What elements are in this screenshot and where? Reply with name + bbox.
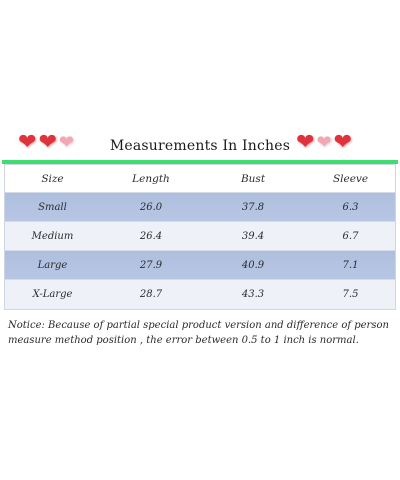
table-cell: 39.4 [241,230,265,242]
hearts-right [296,128,352,162]
header-cell: Length [132,172,170,185]
heart-icon: ❤ [333,130,352,155]
table-row [5,193,395,222]
table-cell: Large [37,259,68,271]
heart-icon: ❤ [296,130,315,155]
table-cell: 26.4 [139,230,163,242]
notice-text: Notice: Because of partial special product version and difference of person measure method position , the error between 0.5 to 1 inch is normal. [8,320,389,346]
heart-icon: ❤ [38,130,57,155]
table-row [5,222,395,251]
table-cell: Medium [31,230,74,242]
table-cell: 7.1 [342,259,359,271]
table-header-row [5,165,395,193]
table-row [5,251,395,280]
table-cell: 7.5 [342,289,359,300]
table-cell: 27.9 [139,259,163,271]
table-cell: X-Large [32,289,73,300]
header-cell: Size [41,172,64,185]
table-cell: Small [38,201,67,213]
table-cell: 26.0 [139,201,163,213]
header-cell: Sleeve [332,172,369,185]
header-cell: Bust [240,172,266,185]
table-cell: 6.7 [342,230,359,242]
page-title: Measurements In Inches [109,138,291,154]
table-cell: 37.8 [241,201,265,213]
heart-icon: ❤ [316,132,332,153]
measurement-table [4,164,396,310]
table-cell: 6.3 [342,201,359,213]
table-cell: 28.7 [139,289,163,300]
table-row [5,280,395,309]
heart-icon: ❤ [18,130,37,155]
table-cell: 43.3 [241,289,265,300]
table-cell: 40.9 [241,259,265,271]
heart-icon: ❤ [58,132,74,153]
